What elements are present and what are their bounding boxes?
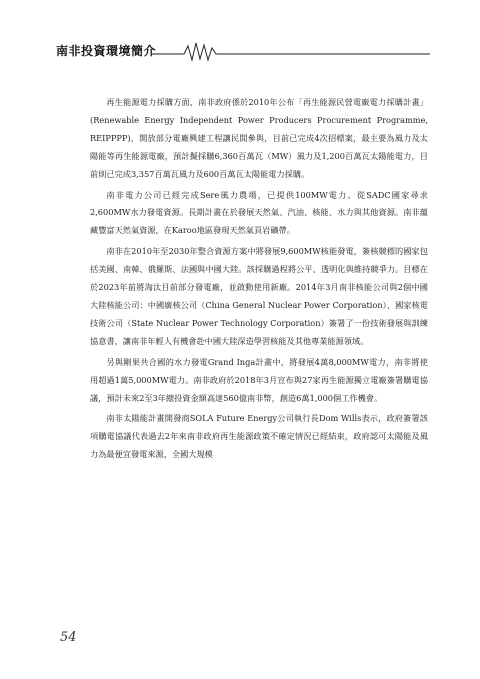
body-text — [90, 94, 428, 467]
paragraph-renewable-procurement: 再生能源電力採購方面，南非政府係於2010年公布「再生能源民營電廠電力採購計畫」(Renewable Energy Independent Power Producers Procurement Programme, REIPPPP)，開放部分電廠興建工程讓民間參與，目前已完成4次招標案，最主要為風力及太陽能等再生能源電廠，預計擬採購6,360百萬瓦（MW）風力及1,200百萬瓦太陽能電力，目前則已完成3,357百萬瓦風力及600百萬瓦太陽能電力採購。 — [90, 97, 428, 179]
paragraph-nuclear-plan: 南非在2010年至2030年整合資源方案中將發展9,600MW核能發電，簽核競標的國家包括美國、南韓、俄羅斯、法國與中國大陸。該採購過程將公平、透明化與維持競爭力。目標在於2023年前將淘汰目前部分發電廠，並啟動使用新廠。2014年3月南非核能公司與2個中國大陸核能公司：中國廣核公司（China General Nuclear Power Corporation）、國家核電技術公司（State Nuclear Power Technology Corporation）簽署了一份技術發展與訓練協意書，讓南非年輕人有機會赴中國大陸深造學習核能及其他專業能源領域。 — [90, 246, 428, 346]
paragraph-eskom-wind-farm: 南非電力公司已經完成Sere風力農場，已提供100MW電力。從SADC國家尋求2,600MW水力發電資源。長期計畫在於發展天然氣、汽油、核能、水力與其他資源。南非蘊藏豐富天然氣資源，在Karoo地區發現天然氣頁岩礦帶。 — [90, 189, 428, 236]
paragraph-grand-inga: 另與剛果共合國的水力發電Grand Inga計畫中，將發展4萬8,000MW電力，南非將使用超過1萬5,000MW電力。南非政府於2018年3月宣布與27家再生能源獨立電廠簽署購電協議，預計未來2至3年總投資金額高達560億南非幣，創造6萬1,000個工作機會。 — [90, 356, 428, 403]
header-title: 南非投資環境簡介 — [56, 44, 157, 58]
waveform-icon — [152, 40, 430, 62]
running-header — [56, 40, 430, 62]
paragraph-sola-future-energy: 南非太陽能計畫開發商SOLA Future Energy公司執行長Dom Wills表示，政府簽署該項購電協議代表過去2年來南非政府再生能源政策不確定情況已經結束，政府認可太陽能及風力為最便宜發電來源，全國大規模 — [90, 413, 428, 460]
page-number: 54 — [60, 630, 77, 645]
